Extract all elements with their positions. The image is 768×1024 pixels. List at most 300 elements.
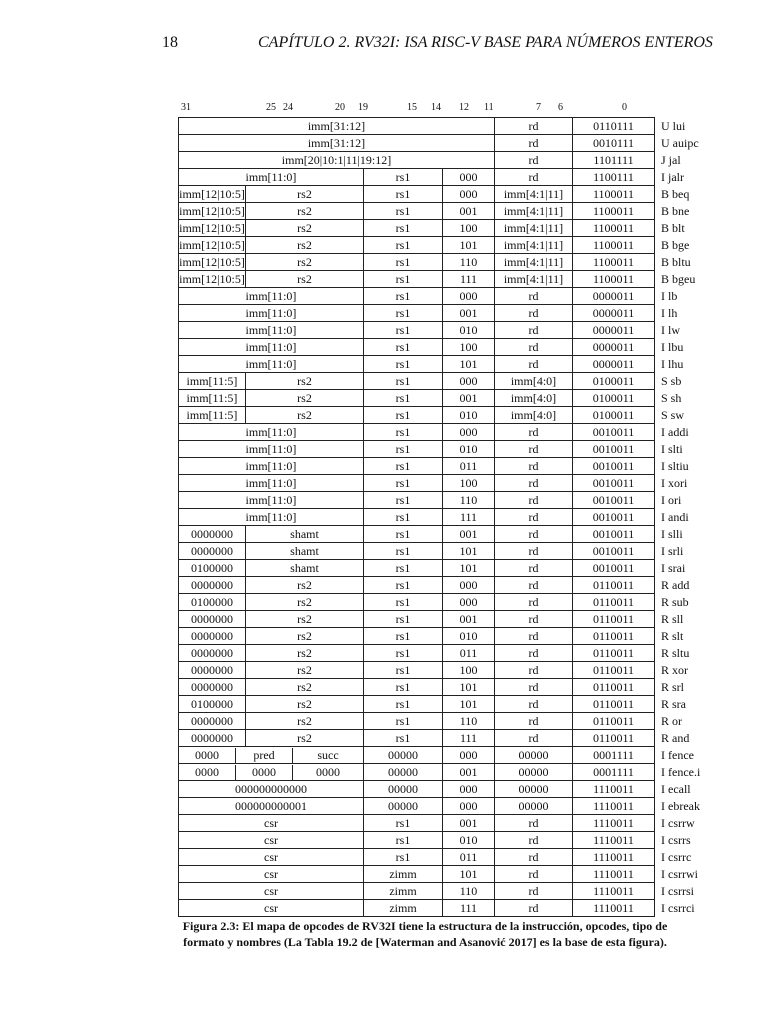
field-cell: rd	[495, 883, 573, 900]
field-cell: rs1	[364, 594, 443, 611]
instruction-row	[179, 594, 725, 611]
field-cell: rd	[495, 594, 573, 611]
field-cell: 1110011	[573, 849, 655, 866]
instruction-name: I slli	[661, 526, 683, 541]
field-cell: 0000011	[573, 322, 655, 339]
field-cell: 00000	[364, 747, 443, 764]
field-cell: 010	[443, 628, 495, 645]
field-cell: 000	[443, 424, 495, 441]
field-cell: 001	[443, 764, 495, 781]
field-cell: rs1	[364, 645, 443, 662]
field-cell: pred	[236, 748, 293, 763]
instruction-row	[179, 645, 725, 662]
field-cell: rd	[495, 645, 573, 662]
field-cell: 1110011	[573, 866, 655, 883]
field-cell: 101	[443, 866, 495, 883]
instruction-name: B blt	[661, 220, 685, 235]
field-cell: imm[4:1|11]	[495, 271, 573, 288]
field-cell: csr	[179, 832, 364, 849]
instruction-row	[179, 424, 725, 441]
field-cell: shamt	[246, 543, 364, 560]
field-cell: 000	[443, 373, 495, 390]
field-cell: 0000011	[573, 305, 655, 322]
field-cell: 000	[443, 577, 495, 594]
field-cell: 0000011	[573, 288, 655, 305]
field-cell: imm[11:0]	[179, 475, 364, 492]
field-cell: rs2	[246, 203, 364, 220]
field-cell: 111	[443, 271, 495, 288]
field-cell: imm[4:1|11]	[495, 220, 573, 237]
field-cell: 110	[443, 254, 495, 271]
field-cell: 110	[443, 883, 495, 900]
field-cell: rs2	[246, 186, 364, 203]
field-cell: rs1	[364, 713, 443, 730]
instruction-name: R sub	[661, 594, 689, 609]
field-cell: 000	[443, 169, 495, 186]
bit-label: 15	[407, 102, 417, 113]
field-cell: imm[11:5]	[179, 390, 246, 407]
instruction-name: U auipc	[661, 135, 699, 150]
bit-label: 7	[536, 102, 541, 113]
instruction-row	[179, 577, 725, 594]
field-cell: 111	[443, 730, 495, 747]
field-cell: rd	[495, 543, 573, 560]
field-cell: rd	[495, 509, 573, 526]
instruction-name: I ori	[661, 492, 682, 507]
field-cell: 0010011	[573, 526, 655, 543]
field-cell: rd	[495, 628, 573, 645]
field-cell: imm[11:0]	[179, 305, 364, 322]
field-cell: 1100011	[573, 237, 655, 254]
field-cell: rs1	[364, 526, 443, 543]
instruction-name: I srli	[661, 543, 684, 558]
field-cell: 0110011	[573, 713, 655, 730]
field-cell: imm[31:12]	[179, 135, 495, 152]
field-cell: 0010011	[573, 475, 655, 492]
instruction-name: S sh	[661, 390, 682, 405]
field-cell: imm[11:0]	[179, 169, 364, 186]
field-cell: 101	[443, 679, 495, 696]
instruction-name: R add	[661, 577, 690, 592]
field-cell: 0110011	[573, 679, 655, 696]
field-cell: shamt	[246, 526, 364, 543]
field-cell: rs1	[364, 169, 443, 186]
field-cell: 001	[443, 526, 495, 543]
field-cell: imm[11:0]	[179, 509, 364, 526]
instruction-row	[179, 237, 725, 254]
field-cell: 0000	[316, 764, 340, 779]
field-cell: rs1	[364, 679, 443, 696]
field-cell: 0110011	[573, 730, 655, 747]
field-cell: 1110011	[573, 781, 655, 798]
field-cell: imm[12|10:5]	[179, 203, 245, 218]
instruction-row	[179, 118, 725, 135]
instruction-name: R xor	[661, 662, 688, 677]
field-cell: shamt	[246, 560, 364, 577]
field-cell: 000	[443, 781, 495, 798]
bit-label: 24	[283, 102, 293, 113]
instruction-row	[179, 407, 725, 424]
field-cell: 0100011	[573, 373, 655, 390]
instruction-name: S sb	[661, 373, 682, 388]
instruction-row	[179, 628, 725, 645]
field-cell: rd	[495, 815, 573, 832]
field-cell: rs1	[364, 407, 443, 424]
field-cell: 0100000	[179, 560, 246, 577]
field-cell: rs1	[364, 441, 443, 458]
field-cell: rd	[495, 118, 573, 135]
field-cell: 0000000	[179, 526, 246, 543]
instruction-name: I jalr	[661, 169, 684, 184]
instruction-name: R and	[661, 730, 690, 745]
field-cell: 00000	[495, 764, 573, 781]
field-cell: 011	[443, 458, 495, 475]
field-cell: rd	[495, 492, 573, 509]
field-cell: rd	[495, 424, 573, 441]
instruction-row	[179, 883, 725, 900]
field-cell: 0110011	[573, 662, 655, 679]
field-cell: rs1	[364, 696, 443, 713]
field-cell: 100	[443, 475, 495, 492]
instruction-row	[179, 288, 725, 305]
instruction-name: R sltu	[661, 645, 690, 660]
field-cell: 0000000	[179, 628, 246, 645]
instruction-row	[179, 390, 725, 407]
instruction-row	[179, 203, 725, 220]
field-cell: 0110011	[573, 645, 655, 662]
instruction-name: I fence.i	[661, 764, 701, 779]
field-cell: 0000000	[179, 645, 246, 662]
field-cell: 0010011	[573, 509, 655, 526]
instruction-row	[179, 900, 725, 917]
field-cell: rd	[495, 356, 573, 373]
field-cell: rs1	[364, 322, 443, 339]
field-cell: imm[12|10:5]	[179, 237, 245, 252]
field-cell: 001	[443, 305, 495, 322]
field-cell: 0000	[236, 765, 293, 780]
field-cell: 0000000	[179, 662, 246, 679]
field-cell: rd	[495, 730, 573, 747]
instruction-row	[179, 186, 725, 203]
field-cell: 000	[443, 288, 495, 305]
field-cell: rs2	[246, 611, 364, 628]
instruction-name: R sll	[661, 611, 684, 626]
instruction-name: R sra	[661, 696, 686, 711]
field-cell: rd	[495, 458, 573, 475]
field-cell: imm[4:1|11]	[495, 203, 573, 220]
instruction-row	[179, 458, 725, 475]
field-cell: rs2	[246, 730, 364, 747]
field-cell: rs2	[246, 628, 364, 645]
field-cell: imm[4:1|11]	[495, 237, 573, 254]
instruction-name: R slt	[661, 628, 684, 643]
bit-label: 0	[622, 102, 627, 113]
bit-label: 14	[431, 102, 441, 113]
bit-label: 11	[484, 102, 494, 113]
field-cell: 101	[443, 237, 495, 254]
field-cell: rs1	[364, 339, 443, 356]
instruction-row	[179, 339, 725, 356]
field-cell: 0000011	[573, 339, 655, 356]
field-cell: 001	[443, 611, 495, 628]
instruction-row	[179, 135, 725, 152]
field-cell: rd	[495, 152, 573, 169]
field-cell: 1100011	[573, 186, 655, 203]
instruction-name: I lb	[661, 288, 678, 303]
instruction-name: B bltu	[661, 254, 691, 269]
field-cell: imm[12|10:5]	[179, 271, 245, 286]
instruction-row	[179, 560, 725, 577]
instruction-row	[179, 373, 725, 390]
field-cell: 0100011	[573, 407, 655, 424]
field-cell: rs2	[246, 237, 364, 254]
field-cell: 011	[443, 645, 495, 662]
field-cell: rs1	[364, 390, 443, 407]
field-cell: 0000011	[573, 356, 655, 373]
field-cell: rs2	[246, 662, 364, 679]
field-cell: 0000000	[179, 611, 246, 628]
instruction-name: I slti	[661, 441, 683, 456]
field-cell: 0110011	[573, 696, 655, 713]
instruction-row	[179, 254, 725, 271]
instruction-name: I csrrs	[661, 832, 691, 847]
instruction-row	[179, 832, 725, 849]
instruction-name: I srai	[661, 560, 686, 575]
instruction-name: B bge	[661, 237, 690, 252]
field-cell: rd	[495, 135, 573, 152]
field-cell: 1110011	[573, 815, 655, 832]
field-cell: rd	[495, 322, 573, 339]
instruction-name: I csrrci	[661, 900, 695, 915]
field-cell: rd	[495, 611, 573, 628]
field-cell: 111	[443, 509, 495, 526]
field-cell: rd	[495, 696, 573, 713]
field-cell: 000	[443, 798, 495, 815]
field-cell: rs2	[246, 594, 364, 611]
field-cell: imm[11:0]	[179, 339, 364, 356]
instruction-row	[179, 169, 725, 186]
instruction-row	[179, 662, 725, 679]
field-cell: 000	[443, 594, 495, 611]
field-cell: rs2	[246, 220, 364, 237]
field-cell: 0001111	[573, 747, 655, 764]
field-cell: csr	[179, 883, 364, 900]
field-cell: 000000000000	[179, 781, 364, 798]
field-cell: 0110111	[573, 118, 655, 135]
field-cell: 010	[443, 832, 495, 849]
instruction-row	[179, 305, 725, 322]
field-cell	[179, 764, 364, 781]
field-cell: rs1	[364, 815, 443, 832]
field-cell: rd	[495, 662, 573, 679]
field-cell: imm[11:0]	[179, 492, 364, 509]
instruction-row	[179, 509, 725, 526]
field-cell: 00000	[364, 781, 443, 798]
field-cell: imm[12|10:5]	[179, 254, 245, 269]
instruction-row	[179, 679, 725, 696]
field-cell: 1100011	[573, 254, 655, 271]
field-cell: imm[20|10:1|11|19:12]	[179, 152, 495, 169]
field-cell: imm[12|10:5]	[179, 220, 245, 235]
field-cell: rd	[495, 900, 573, 917]
field-cell: 101	[443, 543, 495, 560]
instruction-name: S sw	[661, 407, 685, 422]
field-cell: 100	[443, 662, 495, 679]
field-cell: rd	[495, 475, 573, 492]
field-cell: zimm	[364, 866, 443, 883]
field-cell: rs1	[364, 220, 443, 237]
bit-label: 25	[266, 102, 276, 113]
field-cell: 1100111	[573, 169, 655, 186]
field-cell: rd	[495, 866, 573, 883]
field-cell: csr	[179, 815, 364, 832]
field-cell: imm[11:0]	[179, 356, 364, 373]
opcode-map-table	[178, 117, 725, 917]
field-cell: rs1	[364, 543, 443, 560]
instruction-name: I csrrw	[661, 815, 695, 830]
field-cell: 00000	[495, 781, 573, 798]
field-cell: 0100000	[179, 594, 246, 611]
instruction-row	[179, 543, 725, 560]
field-cell: imm[31:12]	[179, 118, 495, 135]
field-cell: rs1	[364, 271, 443, 288]
instruction-name: B bgeu	[661, 271, 696, 286]
instruction-row	[179, 356, 725, 373]
field-cell: rs2	[246, 390, 364, 407]
field-cell: rd	[495, 849, 573, 866]
instruction-row	[179, 730, 725, 747]
field-cell: rs2	[246, 713, 364, 730]
field-cell: rs1	[364, 458, 443, 475]
instruction-row	[179, 849, 725, 866]
field-cell: imm[11:5]	[179, 407, 246, 424]
field-cell: 000000000001	[179, 798, 364, 815]
field-cell: rs1	[364, 475, 443, 492]
field-cell: rs2	[246, 271, 364, 288]
instruction-row	[179, 441, 725, 458]
field-cell: imm[11:0]	[179, 441, 364, 458]
instruction-row	[179, 815, 725, 832]
field-cell: rs1	[364, 237, 443, 254]
running-head: CAPÍTULO 2. RV32I: ISA RISC-V BASE PARA NÚMEROS ENTEROS	[258, 34, 713, 51]
field-cell: 1110011	[573, 883, 655, 900]
instruction-name: I ecall	[661, 781, 691, 796]
instruction-name: U lui	[661, 118, 686, 133]
field-cell: 100	[443, 220, 495, 237]
field-cell: rs2	[246, 577, 364, 594]
field-cell: imm[11:5]	[179, 373, 246, 390]
field-cell: rs1	[364, 730, 443, 747]
instruction-name: J jal	[661, 152, 681, 167]
field-cell: rd	[495, 169, 573, 186]
instruction-name: I lw	[661, 322, 680, 337]
instruction-name: I csrrc	[661, 849, 692, 864]
instruction-name: I lh	[661, 305, 678, 320]
instruction-row	[179, 866, 725, 883]
field-cell: 0110011	[573, 594, 655, 611]
field-cell: rs1	[364, 203, 443, 220]
instruction-name: I xori	[661, 475, 688, 490]
field-cell: csr	[179, 900, 364, 917]
instruction-row	[179, 611, 725, 628]
field-cell: imm[11:0]	[179, 288, 364, 305]
field-cell: rs1	[364, 424, 443, 441]
field-cell: imm[4:1|11]	[495, 186, 573, 203]
field-cell: imm[11:0]	[179, 424, 364, 441]
field-cell: 0000000	[179, 543, 246, 560]
field-cell: 00000	[364, 798, 443, 815]
field-cell: 00000	[495, 798, 573, 815]
field-cell: rd	[495, 441, 573, 458]
field-cell: rs1	[364, 373, 443, 390]
instruction-name: I addi	[661, 424, 689, 439]
field-cell: 0000	[179, 765, 236, 780]
field-cell: rs2	[246, 679, 364, 696]
field-cell: rs2	[246, 696, 364, 713]
field-cell: rs1	[364, 849, 443, 866]
field-cell: 0010011	[573, 560, 655, 577]
field-cell: 0100011	[573, 390, 655, 407]
field-cell: rs2	[246, 407, 364, 424]
instruction-row	[179, 492, 725, 509]
field-cell: 001	[443, 815, 495, 832]
bit-label: 19	[358, 102, 368, 113]
field-cell: 1100011	[573, 203, 655, 220]
field-cell: rd	[495, 679, 573, 696]
field-cell: 1100011	[573, 271, 655, 288]
field-cell: imm[4:0]	[495, 390, 573, 407]
instruction-name: B beq	[661, 186, 690, 201]
field-cell: 0010011	[573, 543, 655, 560]
instruction-name: I sltiu	[661, 458, 689, 473]
field-cell: 000	[443, 747, 495, 764]
field-cell: 110	[443, 713, 495, 730]
field-cell: 101	[443, 356, 495, 373]
field-cell: rs1	[364, 186, 443, 203]
field-cell: 0010011	[573, 492, 655, 509]
field-cell: 0000000	[179, 679, 246, 696]
field-cell: rd	[495, 288, 573, 305]
field-cell: 0000000	[179, 713, 246, 730]
field-cell: 00000	[495, 747, 573, 764]
instruction-name: I lbu	[661, 339, 684, 354]
field-cell: imm[4:0]	[495, 373, 573, 390]
field-cell: 00000	[364, 764, 443, 781]
field-cell: rs2	[246, 254, 364, 271]
field-cell: 1101111	[573, 152, 655, 169]
instruction-name: R srl	[661, 679, 685, 694]
instruction-row	[179, 322, 725, 339]
instruction-row	[179, 764, 725, 781]
instruction-row	[179, 220, 725, 237]
field-cell: rd	[495, 577, 573, 594]
field-cell: imm[4:0]	[495, 407, 573, 424]
instruction-name: I csrrwi	[661, 866, 698, 881]
field-cell: rd	[495, 713, 573, 730]
field-cell: rs1	[364, 560, 443, 577]
field-cell: rs1	[364, 288, 443, 305]
instruction-name: I csrrsi	[661, 883, 694, 898]
field-cell: imm[11:0]	[179, 458, 364, 475]
field-cell: 101	[443, 696, 495, 713]
field-cell: 0010011	[573, 441, 655, 458]
field-cell: zimm	[364, 900, 443, 917]
field-cell: 101	[443, 560, 495, 577]
field-cell: 001	[443, 203, 495, 220]
field-cell: 010	[443, 407, 495, 424]
field-cell: rs1	[364, 577, 443, 594]
field-cell: imm[12|10:5]	[179, 186, 245, 201]
